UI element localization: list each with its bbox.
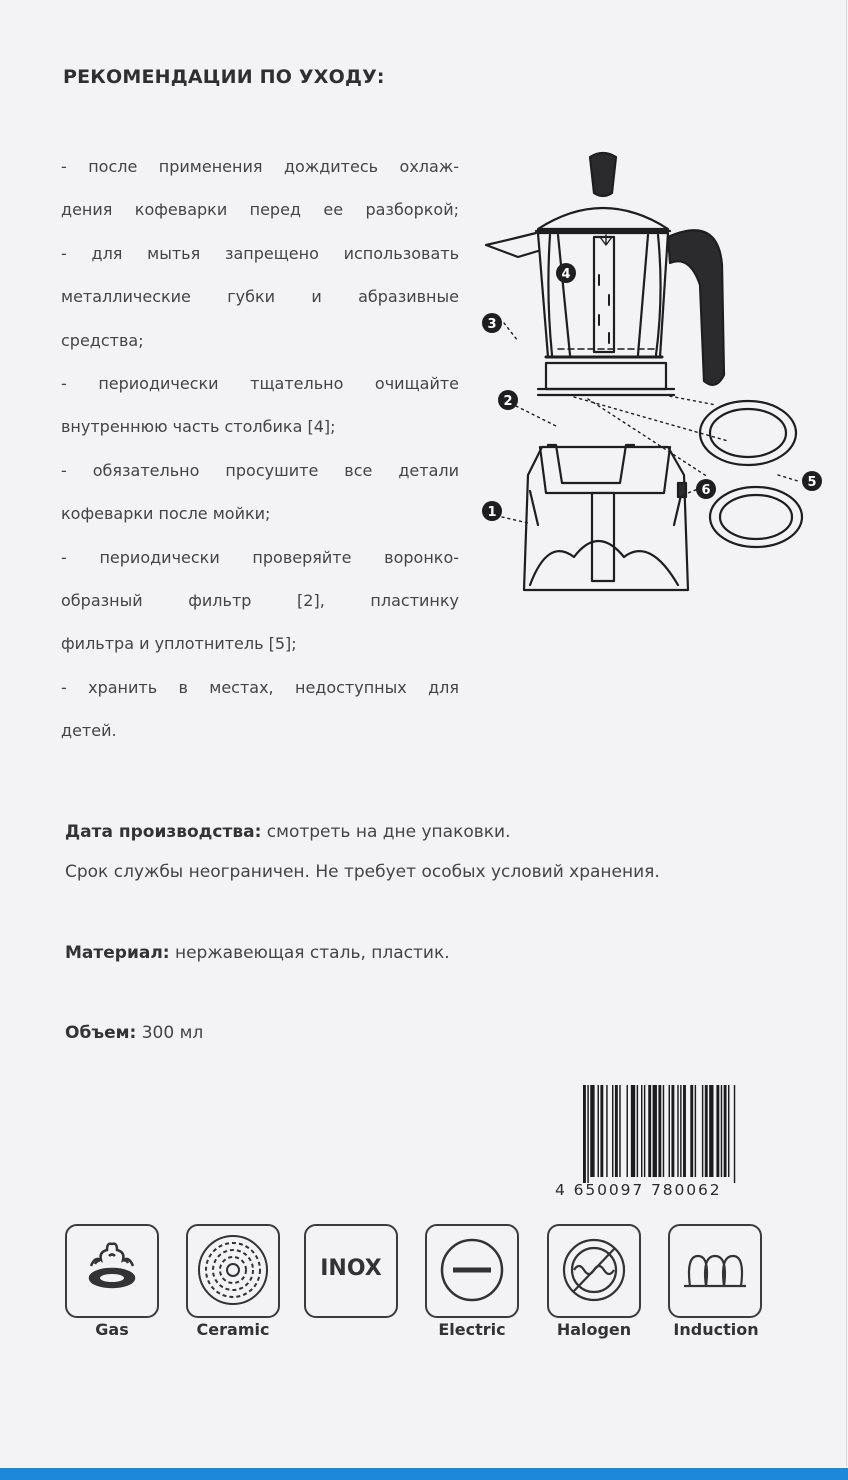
accent-band (0, 1468, 848, 1480)
electric-hob-icon (425, 1224, 519, 1318)
barcode-bar (677, 1085, 678, 1177)
barcode-bar (644, 1085, 645, 1177)
barcode-bar (600, 1085, 603, 1177)
ceramic-hob-icon (186, 1224, 280, 1318)
callout-1: 1 (487, 505, 497, 520)
ceramic-label: Ceramic (196, 1320, 270, 1339)
production-date-value: смотреть на дне упаковки. (261, 822, 511, 842)
barcode-bar (702, 1085, 703, 1177)
care-line: - периодически проверяйте воронко- (61, 547, 459, 567)
barcode-bar (587, 1085, 588, 1183)
barcode-bar (631, 1085, 635, 1177)
care-line: детей. (61, 721, 117, 741)
barcode-bar (590, 1085, 594, 1177)
barcode-bar (683, 1085, 686, 1177)
barcode-bar (734, 1085, 735, 1183)
halogen-label: Halogen (556, 1320, 632, 1339)
callout-3: 3 (487, 317, 497, 332)
care-line: - для мытья запрещено использовать (61, 243, 459, 263)
barcode-bar (612, 1085, 613, 1177)
care-line: - обязательно просушите все детали (61, 460, 459, 480)
induction-hob-icon (668, 1224, 762, 1318)
barcode-bars (583, 1085, 735, 1183)
barcode-bar (716, 1085, 719, 1177)
gas-burner-icon (65, 1224, 159, 1318)
barcode-bar (709, 1085, 713, 1177)
halogen-hob-icon (547, 1224, 641, 1318)
volume (65, 1023, 203, 1043)
care-line: - хранить в местах, недоступных для (61, 677, 459, 697)
barcode-bar (721, 1085, 722, 1177)
induction-label: Induction (673, 1320, 759, 1339)
care-heading: РЕКОМЕНДАЦИИ ПО УХОДУ: (63, 66, 385, 88)
barcode-bar (583, 1085, 586, 1183)
inox-icon (304, 1224, 398, 1318)
barcode-digits: 4 650097 780062 (555, 1181, 722, 1199)
barcode-bar (637, 1085, 638, 1177)
care-line: - после применения дождитесь охлаж- (61, 157, 459, 176)
care-line: средства; (61, 330, 144, 350)
barcode-bar (669, 1085, 670, 1177)
barcode-bar (648, 1085, 651, 1177)
barcode-bar (658, 1085, 661, 1177)
volume-label: Объем: (65, 1023, 137, 1043)
material-value: нержавеющая сталь, пластик. (169, 943, 450, 963)
callout-5: 5 (807, 475, 817, 490)
barcode-bar (663, 1085, 664, 1177)
barcode-bar (653, 1085, 657, 1177)
electric-label: Electric (438, 1320, 506, 1339)
barcode-bar (728, 1085, 729, 1177)
barcode-bar (641, 1085, 642, 1177)
barcode-bar (690, 1085, 693, 1177)
material-label: Материал: (65, 943, 170, 963)
care-line: - периодически тщательно очищайте (61, 373, 459, 393)
barcode-bar (705, 1085, 708, 1177)
callout-2: 2 (503, 394, 513, 409)
care-line: фильтра и уплотнитель [5]; (61, 634, 297, 654)
care-line: дения кофеварки перед ее разборкой; (61, 200, 459, 220)
callout-4: 4 (561, 267, 571, 282)
production-date-label: Дата производства: (65, 822, 262, 842)
barcode-bar (671, 1085, 674, 1177)
care-instructions (61, 145, 459, 752)
volume-value: 300 мл (136, 1023, 204, 1043)
barcode-bar (598, 1085, 599, 1177)
care-line: образный фильтр [2], пластинку (61, 590, 459, 610)
care-line: внутреннюю часть столбика [4]; (61, 417, 336, 437)
material (65, 943, 450, 963)
barcode-bar (680, 1085, 681, 1177)
inox-text: INOX (320, 1256, 382, 1281)
barcode-bar (627, 1085, 628, 1177)
care-line: металлические губки и абразивные (61, 287, 459, 307)
production-date (65, 822, 511, 842)
barcode-bar (619, 1085, 620, 1177)
service-life: Срок службы неограничен. Не требует особых условий хранения. (65, 862, 660, 882)
care-line: кофеварки после мойки; (61, 504, 271, 524)
barcode-bar (615, 1085, 618, 1177)
callout-6: 6 (701, 483, 711, 498)
barcode-bar (724, 1085, 727, 1177)
barcode-bar (606, 1085, 607, 1177)
gas-label: Gas (95, 1320, 129, 1339)
barcode-bar (695, 1085, 696, 1177)
moka-pot-diagram (478, 145, 838, 615)
